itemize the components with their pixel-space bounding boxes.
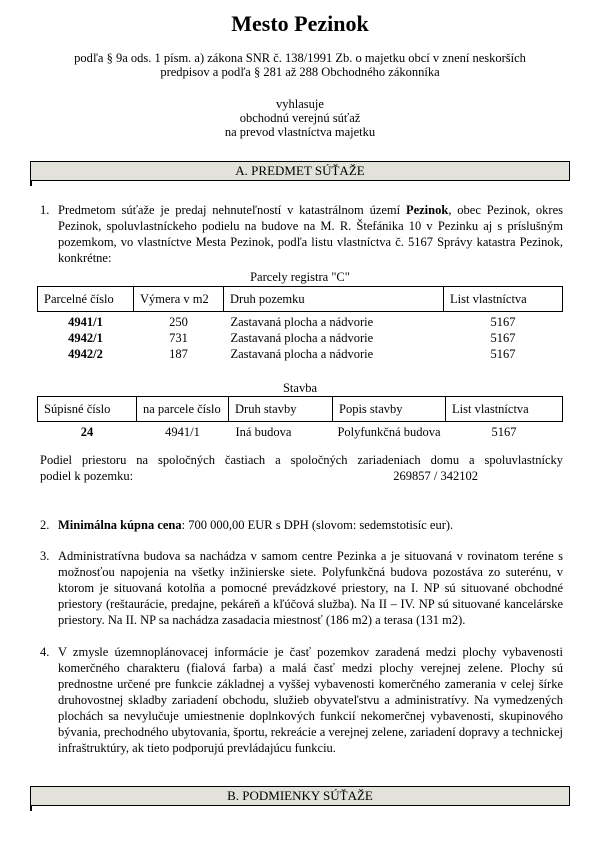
list-item-4 bbox=[0, 644, 600, 756]
legal-reference-line-1: podľa § 9a ods. 1 písm. a) zákona SNR č. 138/1991 Zb. o majetku obcí v znení neskorších bbox=[74, 51, 526, 65]
list-item-2-text bbox=[58, 517, 563, 533]
table-cell: 187 bbox=[169, 347, 188, 361]
table-row bbox=[38, 346, 563, 362]
legal-reference bbox=[0, 51, 600, 79]
table-stavba-body bbox=[38, 422, 563, 441]
podiel-line-1: Podiel priestoru na spoločných častiach a spoločných zariadeniach domu a spoluvlastnícky bbox=[40, 453, 563, 467]
legal-reference-line-2: predpisov a podľa § 281 až 288 Obchodného zákonníka bbox=[160, 65, 440, 79]
document-title: Mesto Pezinok bbox=[231, 11, 369, 36]
item-2-text: : 700 000,00 EUR s DPH (slovom: sedemstotisíc eur). bbox=[181, 518, 454, 532]
list-item-4-number: 4. bbox=[40, 645, 50, 659]
list-item-1 bbox=[0, 202, 600, 266]
table-stavba bbox=[37, 396, 563, 440]
table-cell: 24 bbox=[80, 425, 94, 439]
table-row bbox=[38, 312, 563, 331]
section-header-a: A. PREDMET SÚŤAŽE bbox=[30, 161, 570, 181]
table-header-cell: Druh pozemku bbox=[224, 287, 444, 312]
table-row bbox=[38, 330, 563, 346]
table-cell: Zastavaná plocha a nádvorie bbox=[230, 331, 374, 345]
table-header-row bbox=[38, 397, 563, 422]
podiel-paragraph bbox=[0, 452, 600, 484]
section-header-b: B. PODMIENKY SÚŤAŽE bbox=[30, 786, 570, 806]
table-parcely-head bbox=[38, 287, 563, 312]
table-cell: 4942/1 bbox=[68, 331, 103, 345]
podiel-label: podiel k pozemku: bbox=[40, 469, 134, 483]
item-1-bold: Pezinok bbox=[405, 203, 449, 217]
table-cell: Iná budova bbox=[235, 425, 292, 439]
podiel-value: 269857 / 342102 bbox=[393, 469, 478, 483]
table-cell: 5167 bbox=[490, 347, 516, 361]
list-item-4-text: V zmysle územnoplánovacej informácie je časť pozemkov zaradená medzi plochy vybavenosti komerčného charakteru (fialová farba) a malá časť medzi plochy verejnej zelene. Plochy sú prednostne určené pre funkcie základnej a vyššej vybavenosti komerčného zamerania v celej šírke druhovostnej skladby zariadení obchodu, služieb obyvateľstvu a administratívy. Na vymedzených plochách sa nevylučuje umiestnenie doplnkových funkcií nekomerčnej vybavenosti, skupinového bývania, prechodného ubytovania, športu, rekreácie a verejnej zelene, zariadení dopravy a technickej infraštruktúry, ak tieto podporujú prevládajúcu funkciu. bbox=[58, 645, 563, 755]
table-cell: 5167 bbox=[490, 315, 516, 329]
table-stavba-head bbox=[38, 397, 563, 422]
announcement bbox=[0, 97, 600, 139]
table-header-row bbox=[38, 287, 563, 312]
table-parcely-body bbox=[38, 312, 563, 363]
table-header-cell: Druh stavby bbox=[229, 397, 333, 422]
announcement-line-2: obchodnú verejnú súťaž bbox=[239, 111, 361, 125]
table-cell: 250 bbox=[169, 315, 188, 329]
table-cell: 5167 bbox=[490, 331, 516, 345]
table-header-cell: Výmera v m2 bbox=[134, 287, 224, 312]
table-parcely bbox=[37, 286, 563, 362]
table-caption-stavba: Stavba bbox=[282, 381, 318, 395]
table-cell: 4941/1 bbox=[68, 315, 103, 329]
podiel-line-2 bbox=[40, 468, 563, 484]
table-cell: Zastavaná plocha a nádvorie bbox=[230, 315, 374, 329]
item-2-bold: Minimálna kúpna cena bbox=[58, 518, 182, 532]
item-1-text-before: Predmetom súťaže je predaj nehnuteľností v katastrálnom území bbox=[58, 203, 406, 217]
list-item-3-number: 3. bbox=[40, 549, 50, 563]
table-cell: Polyfunkčná budova bbox=[337, 425, 441, 439]
list-item-2 bbox=[0, 517, 600, 533]
table-header-cell: na parcele číslo bbox=[137, 397, 229, 422]
table-cell: Zastavaná plocha a nádvorie bbox=[230, 347, 374, 361]
table-header-cell: Popis stavby bbox=[333, 397, 446, 422]
table-header-cell: List vlastníctva bbox=[444, 287, 563, 312]
table-row bbox=[38, 422, 563, 441]
table-caption-parcely: Parcely registra "C" bbox=[250, 270, 350, 284]
list-item-3-text: Administratívna budova sa nachádza v samom centre Pezinka a je situovaná v rovinatom teréne s možnosťou napojenia na všetky inžinierske siete. Polyfunkčná budova pozostáva zo suterénu, v ktorom je situovaná kotolňa a pomocné prevádzkové priestory, na I. NP sú situované obchodné priestory (reštaurácie, predajne, pekáreň a kľúčová služba). Na II – IV. NP sú situované kancelárske priestory. Na II. NP sa nachádza zasadacia miestnosť (186 m2) a terasa (131 m2). bbox=[58, 549, 563, 627]
list-item-1-text bbox=[58, 202, 563, 266]
announcement-line-1: vyhlasuje bbox=[276, 97, 324, 111]
table-header-cell: List vlastníctva bbox=[446, 397, 563, 422]
table-cell: 4941/1 bbox=[165, 425, 200, 439]
announcement-line-3: na prevod vlastníctva majetku bbox=[224, 125, 376, 139]
list-item-1-number: 1. bbox=[40, 203, 50, 217]
list-item-3 bbox=[0, 548, 600, 628]
list-item-2-number: 2. bbox=[40, 518, 50, 532]
table-cell: 5167 bbox=[491, 425, 517, 439]
table-header-cell: Parcelné číslo bbox=[38, 287, 134, 312]
item-1-text-after: , obec Pezinok, okres Pezinok, spoluvlastníckeho podielu na budove na M. R. Štefánika 10 v Pezinku aj s príslušným pozemkom, vo vlastníctve Mesta Pezinok, podľa listu vlastníctva č. 5167 Správy katastra Pezinok, konkrétne: bbox=[58, 203, 563, 265]
table-cell: 731 bbox=[169, 331, 188, 345]
table-cell: 4942/2 bbox=[68, 347, 103, 361]
table-header-cell: Súpisné číslo bbox=[38, 397, 137, 422]
